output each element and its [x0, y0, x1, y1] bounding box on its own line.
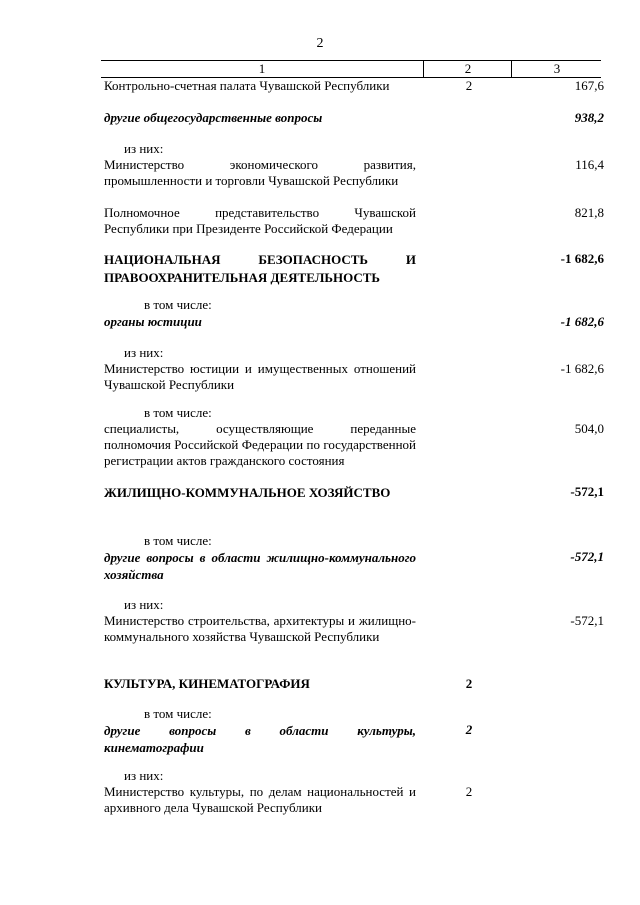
- header-col2: 2: [423, 61, 512, 77]
- row-name: НАЦИОНАЛЬНАЯ БЕЗОПАСНОСТЬ И ПРАВООХРАНИТЕЛЬНАЯ ДЕЯТЕЛЬНОСТЬ: [104, 252, 416, 285]
- row-lead: из них:: [124, 345, 164, 360]
- table-header: [101, 60, 601, 78]
- row-col3: 167,6: [574, 78, 604, 93]
- table-row: [104, 768, 604, 818]
- row-name: Контрольно-счетная палата Чувашской Республики: [104, 78, 390, 93]
- row-col2: 2: [465, 78, 473, 93]
- page-number: 2: [316, 36, 324, 51]
- row-lead: из них:: [124, 141, 164, 156]
- table-row: [104, 405, 604, 471]
- row-col3: 116,4: [575, 157, 604, 172]
- row-col3: -1 682,6: [560, 251, 604, 266]
- row-lead: в том числе:: [144, 297, 212, 312]
- row-name: КУЛЬТУРА, КИНЕМАТОГРАФИЯ: [104, 676, 310, 691]
- table-row: [104, 205, 604, 239]
- row-name: специалисты, осуществляющие переданные полномочия Российской Федерации по государственной регистрации актов гражданского состояния: [104, 421, 416, 468]
- row-lead: в том числе:: [144, 533, 212, 548]
- row-col3: -1 682,6: [560, 361, 604, 376]
- row-col3: 504,0: [574, 421, 604, 436]
- row-lead: из них:: [124, 768, 164, 783]
- row-col3: 938,2: [574, 110, 604, 125]
- header-col1: 1: [258, 61, 266, 76]
- row-name: Полномочное представительство Чувашской Республики при Президенте Российской Федерации: [104, 205, 416, 236]
- table-row: [104, 676, 604, 694]
- row-lead: из них:: [124, 597, 164, 612]
- table-row: [104, 706, 604, 756]
- table-row: [104, 78, 604, 96]
- row-name: Министерство культуры, по делам национальностей и архивного дела Чувашской Республики: [104, 784, 416, 815]
- row-col2: 2: [465, 722, 473, 737]
- row-col3: 821,8: [574, 205, 604, 220]
- row-lead: в том числе:: [144, 706, 212, 721]
- row-col3: -572,1: [570, 549, 604, 564]
- row-lead: в том числе:: [144, 405, 212, 420]
- row-name: Министерство экономического развития, промышленности и торговли Чувашской Республики: [104, 157, 416, 188]
- row-col2: 2: [465, 676, 473, 691]
- row-col2: 2: [465, 784, 473, 799]
- table-row: [104, 533, 604, 583]
- row-name: ЖИЛИЩНО-КОММУНАЛЬНОЕ ХОЗЯЙСТВО: [104, 485, 391, 500]
- table-row: [104, 345, 604, 395]
- row-name: Министерство юстиции и имущественных отношений Чувашской Республики: [104, 361, 416, 392]
- table-row: [104, 297, 604, 331]
- table-row: [104, 597, 604, 663]
- row-name: другие вопросы в области жилищно-коммунального хозяйства: [104, 550, 416, 582]
- row-name: другие общегосударственные вопросы: [104, 110, 323, 125]
- table-row: [104, 484, 604, 520]
- row-col3: -572,1: [570, 613, 604, 628]
- table-row: [104, 110, 604, 128]
- row-name: другие вопросы в области культуры, кинематографии: [104, 723, 416, 755]
- row-col3: -572,1: [570, 484, 604, 499]
- row-col3: -1 682,6: [560, 314, 604, 329]
- row-name: органы юстиции: [104, 314, 202, 329]
- table-row: [104, 141, 604, 191]
- table-row: [104, 251, 604, 285]
- header-col3: 3: [511, 61, 602, 77]
- row-name: Министерство строительства, архитектуры и жилищно-коммунального хозяйства Чувашской Республики: [104, 613, 416, 644]
